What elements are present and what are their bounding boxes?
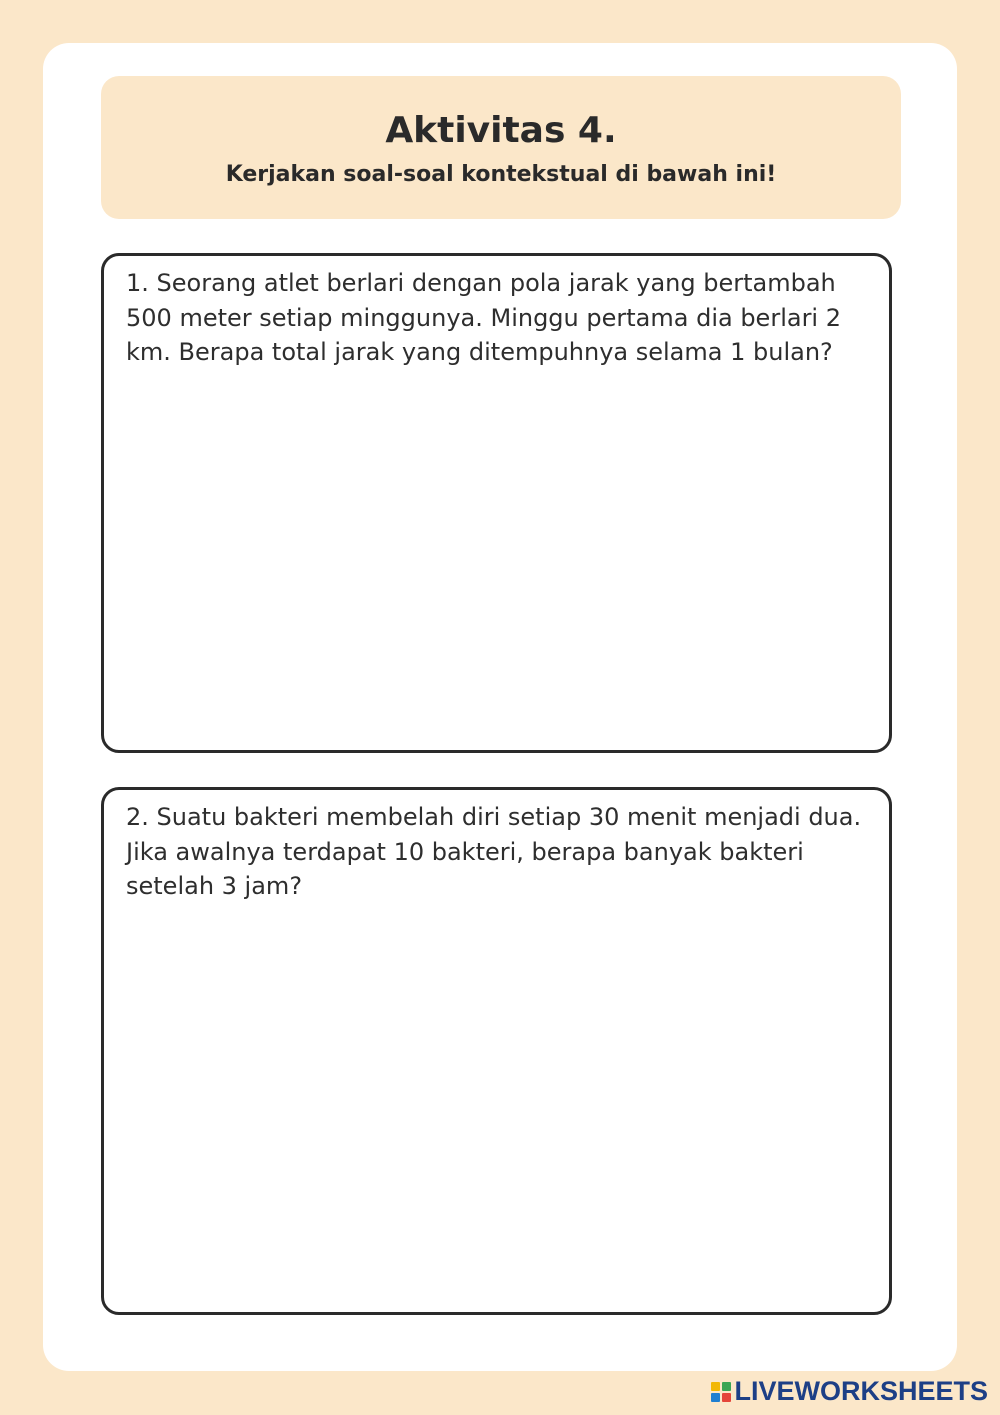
liveworksheets-brand[interactable] — [711, 1376, 988, 1407]
question-2-answer-box[interactable] — [101, 787, 892, 1315]
question-1-answer-box[interactable] — [101, 253, 892, 753]
liveworksheets-logo-icon — [711, 1382, 731, 1402]
question-2-text: 2. Suatu bakteri membelah diri setiap 30 menit menjadi dua. Jika awalnya terdapat 10 bakteri, berapa banyak bakteri setelah 3 jam? — [126, 803, 862, 900]
logo-square-e — [722, 1393, 731, 1402]
logo-square-i — [722, 1382, 731, 1391]
logo-square-l — [711, 1382, 720, 1391]
activity-header — [101, 76, 901, 219]
question-1-text: 1. Seorang atlet berlari dengan pola jarak yang bertambah 500 meter setiap minggunya. Minggu pertama dia berlari 2 km. Berapa total jarak yang ditempuhnya selama 1 bulan? — [126, 269, 841, 366]
brand-name: LIVEWORKSHEETS — [734, 1376, 988, 1406]
activity-title: Aktivitas 4. — [385, 110, 617, 151]
worksheet-page — [43, 43, 957, 1371]
activity-instructions: Kerjakan soal-soal kontekstual di bawah ini! — [225, 162, 777, 187]
logo-square-v — [711, 1393, 720, 1402]
